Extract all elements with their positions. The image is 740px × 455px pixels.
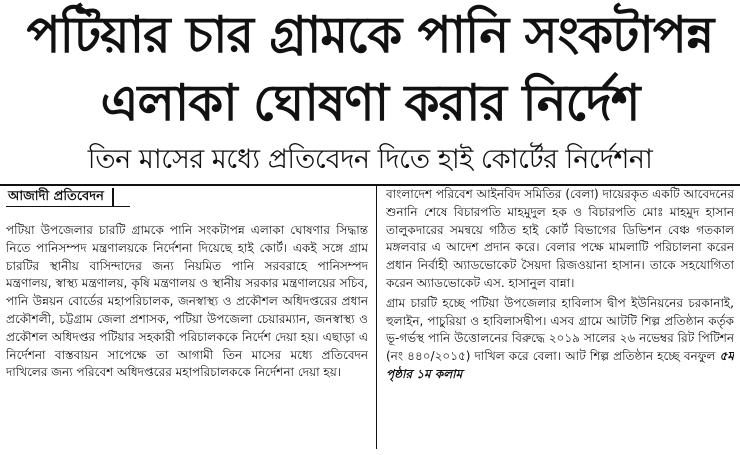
article-column-left (6, 222, 368, 450)
column-divider (376, 184, 377, 449)
article-paragraph-1: পটিয়া উপজেলার চারটি গ্রামকে পানি সংকটাপন্ন এলাকা ঘোষণার সিদ্ধান্ত নিতে পানিসম্পদ মন্ত্রণালয়কে নির্দেশনা দিয়েছে হাই কোর্ট। একই সঙ্গে গ্রাম চারটির স্থানীয় বাসিন্দাদের জন্য নিয়মিত পানি সরবরাহে পানিসম্পদ মন্ত্রণালয়, স্বাস্থ্য মন্ত্রণালয়, কৃষি মন্ত্রণালয় ও স্থানীয় সরকার মন্ত্রণালয়ের সচিব, পানি উন্নয়ন বোর্ডের মহাপরিচালক, জনস্বাস্থ্য ও প্রকৌশল অধিদপ্তরের প্রধান প্রকৌশলী, চট্টগ্রাম জেলা প্রশাসক, পটিয়া উপজেলা চেয়ারম্যান, জনস্বাস্থ্য ও প্রকৌশল অধিদপ্তর পটিয়ার সহকারী পরিচালককে নির্দেশ দেয়া হয়। এছাড়া এ নির্দেশনা বাস্তবায়ন সাপেক্ষে তা আগামী তিন মাসের মধ্যে প্রতিবেদন দাখিলের জন্য পরিবেশ অধিদপ্তরের মহাপরিচালককে নির্দেশনা দেয়া হয়। (6, 223, 368, 380)
article-paragraph-2: বাংলাদেশ পরিবেশ আইনবিদ সমিতির (বেলা) দায়েরকৃত একটি আবেদনের শুনানি শেষে বিচারপতি মাহমুদুল হক ও বিচারপতি মোঃ মাহমুদ হাসান তালুকদারের সমন্বয়ে গঠিত হাই কোর্ট বিভাগের ডিভিশন বেঞ্চ গতকাল মঙ্গলবার এ আদেশ প্রদান করে। বেলার পক্ষে মামলাটি পরিচালনা করেন প্রধান নির্বাহী অ্যাডভোকেট সৈয়দা রিজওয়ানা হাসান। তাকে সহযোগিতা করেন অ্যাডভোকেট এস. হাসানুল বান্না। (386, 187, 734, 290)
article-paragraph-3 (386, 295, 734, 384)
article-paragraph-3-text: গ্রাম চারটি হচ্ছে পটিয়া উপজেলার হাবিলাস দ্বীপ ইউনিয়নের চরকানাই, হুলাইন, পাচুরিয়া ও হাবিলাসদ্বীপ। এসব গ্রামে আটটি শিল্প প্রতিষ্ঠান কর্তৃক ভূ-গর্ভস্থ পানি উত্তোলনের বিরুদ্ধে ২০১৯ সালের ২৬ নভেম্বর রিট পিটিশন (নং ৪৪০/২০১৫) দাখিল করে বেলা। আট শিল্প প্রতিষ্ঠান হচ্ছে বনফুল (386, 295, 734, 364)
continued-on-page: ৫ম পৃষ্ঠার ১ম কলাম (386, 349, 734, 381)
headline-line-2: এলাকা ঘোষণা করার নির্দেশ (100, 74, 640, 132)
subheadline: তিন মাসের মধ্যে প্রতিবেদন দিতে হাই কোর্টের নির্দেশনা (87, 144, 653, 175)
article-column-right (386, 186, 734, 450)
headline-line-1: পটিয়ার চার গ্রামকে পানি সংকটাপন্ন (26, 6, 714, 64)
byline-underline (6, 206, 130, 207)
byline: আজাদী প্রতিবেদন (8, 188, 114, 206)
